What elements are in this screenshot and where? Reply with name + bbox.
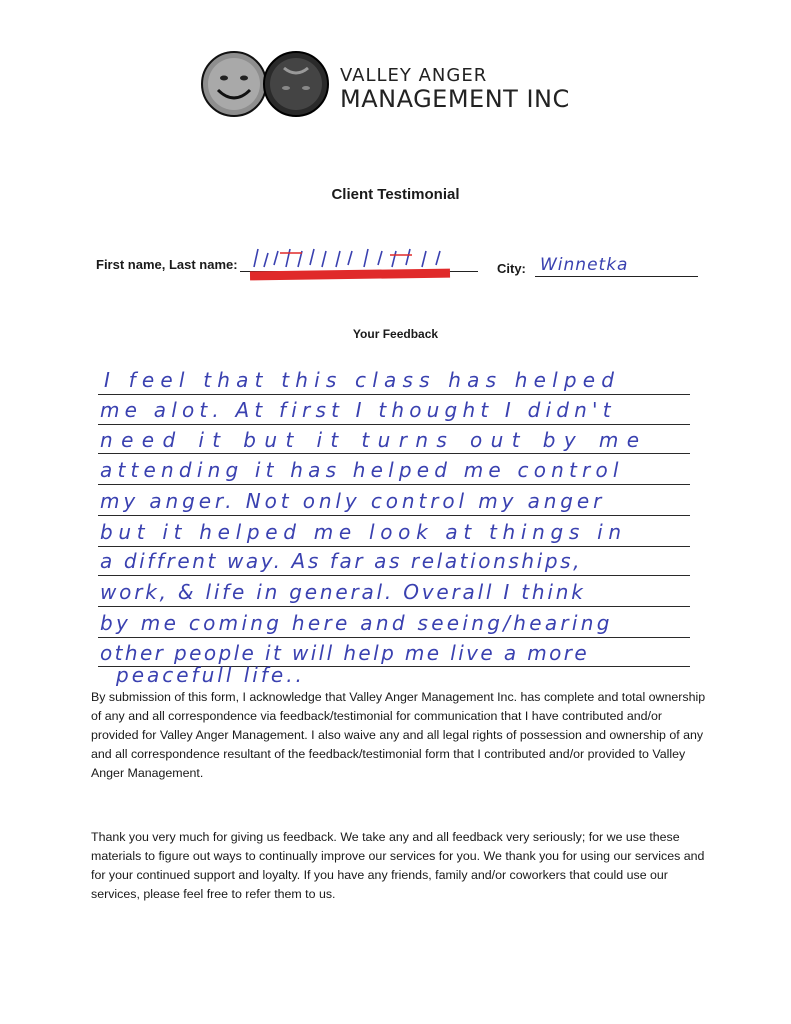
feedback-line: by me coming here and seeing/hearing xyxy=(100,611,613,635)
feedback-line: need it but it turns out by me xyxy=(100,428,648,452)
ruled-line xyxy=(98,606,690,607)
ruled-line xyxy=(98,424,690,425)
feedback-line: other people it will help me live a more xyxy=(100,641,590,665)
company-name-line1: VALLEY ANGER xyxy=(340,65,488,86)
company-name-line2: MANAGEMENT INC xyxy=(340,85,570,113)
feedback-line: my anger. Not only control my anger xyxy=(100,489,606,513)
redacted-name-scribble xyxy=(240,243,478,271)
form-title: Client Testimonial xyxy=(331,186,460,203)
ruled-line xyxy=(98,575,690,576)
city-label: City: xyxy=(497,261,526,276)
feedback-line: me alot. At first I thought I didn't xyxy=(100,398,616,422)
feedback-line: peacefull life.. xyxy=(116,663,305,687)
feedback-line: but it helped me look at things in xyxy=(100,520,627,544)
ruled-line xyxy=(98,484,690,485)
angry-face-icon xyxy=(264,52,328,116)
ruled-line xyxy=(98,394,690,395)
name-field[interactable] xyxy=(240,243,478,272)
company-logo xyxy=(200,50,330,120)
ruled-line xyxy=(98,637,690,638)
ruled-line xyxy=(98,515,690,516)
ruled-line xyxy=(98,453,690,454)
name-label: First name, Last name: xyxy=(96,257,238,272)
city-value: Winnetka xyxy=(540,255,629,275)
feedback-line: I feel that this class has helped xyxy=(104,368,621,392)
feedback-line: attending it has helped me control xyxy=(100,458,624,482)
thank-you-paragraph: Thank you very much for giving us feedback. We take any and all feedback very seriously; for we use these materials to figure out ways to continually improve our services for you. We thank you for using our services and for your continued support and loyalty. If you have any friends, family and/or coworkers that could use our services, please feel free to refer them to us. xyxy=(91,830,705,901)
consent-paragraph: By submission of this form, I acknowledge that Valley Anger Management Inc. has complete and total ownership of any and all correspondence via feedback/testimonial for communication that I have contributed and/or provided for Valley Anger Management. I also waive any and all legal rights of possession and ownership of any and all correspondence resultant of the feedback/testimonial form that I contributed and/or provided to Valley Anger Management. xyxy=(91,690,706,780)
feedback-line: a diffrent way. As far as relationships, xyxy=(100,549,583,573)
company-name xyxy=(340,66,570,112)
redaction-bar xyxy=(250,269,450,281)
feedback-line: work, & life in general. Overall I think xyxy=(100,580,586,604)
ruled-line xyxy=(98,546,690,547)
feedback-label: Your Feedback xyxy=(352,327,439,341)
smiling-face-icon xyxy=(202,52,266,116)
